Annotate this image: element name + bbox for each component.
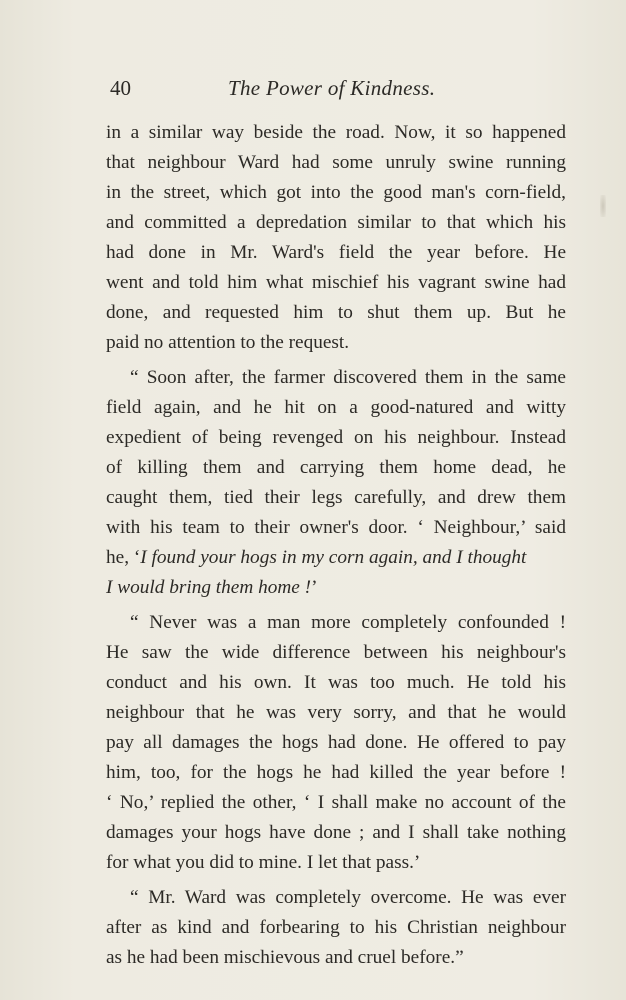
text-line: ‘ No,’ replied the other, ‘ I shall make no account of the	[106, 792, 566, 813]
text-line: caught them, tied their legs carefully, and drew them	[106, 487, 566, 508]
text-line: neighbour that he was very sorry, and that he would	[106, 702, 566, 723]
text-line: of killing them and carrying them home dead, he	[106, 457, 566, 478]
text-line: “ Never was a man more completely confounded !	[130, 612, 566, 633]
text-line: had done in Mr. Ward's field the year before. He	[106, 242, 566, 263]
text-line: “ Mr. Ward was completely overcome. He was ever	[130, 887, 566, 908]
italic-quote: I found your hogs in my corn again, and I thought	[140, 547, 527, 568]
text-line: that neighbour Ward had some unruly swine running	[106, 152, 566, 173]
text-segment: he, ‘	[106, 547, 141, 568]
text-line: and committed a depredation similar to that which his	[106, 212, 566, 233]
text-line: went and told him what mischief his vagrant swine had	[106, 272, 566, 293]
page-number: 40	[110, 76, 131, 100]
text-line: him, too, for the hogs he had killed the year before !	[106, 762, 566, 783]
text-line: as he had been mischievous and cruel before.”	[106, 947, 464, 968]
running-title: The Power of Kindness.	[228, 76, 436, 100]
italic-quote: I would bring them home !	[106, 577, 312, 598]
body-text	[106, 118, 566, 973]
text-line: done, and requested him to shut them up. But he	[106, 302, 566, 323]
text-line-mixed	[106, 543, 566, 573]
text-line-mixed	[106, 573, 566, 603]
paper-smudge	[600, 195, 606, 217]
text-line: expedient of being revenged on his neighbour. Instead	[106, 427, 566, 448]
text-line: conduct and his own. It was too much. He told his	[106, 672, 566, 693]
text-line: with his team to their owner's door. ‘ Neighbour,’ said	[106, 517, 566, 538]
text-line: damages your hogs have done ; and I shall take nothing	[106, 822, 566, 843]
text-line: pay all damages the hogs had done. He offered to pay	[106, 732, 566, 753]
text-line: for what you did to mine. I let that pass.’	[106, 852, 421, 873]
text-line: field again, and he hit on a good-natured and witty	[106, 397, 566, 418]
text-line: in a similar way beside the road. Now, it so happened	[106, 122, 566, 143]
text-line: in the street, which got into the good man's corn-field,	[106, 182, 566, 203]
text-line: paid no attention to the request.	[106, 332, 350, 353]
text-line: after as kind and forbearing to his Christian neighbour	[106, 917, 566, 938]
text-line: “ Soon after, the farmer discovered them in the same	[130, 367, 566, 388]
text-segment: ’	[311, 577, 318, 598]
page-header	[110, 76, 570, 106]
text-line: He saw the wide difference between his neighbour's	[106, 642, 566, 663]
